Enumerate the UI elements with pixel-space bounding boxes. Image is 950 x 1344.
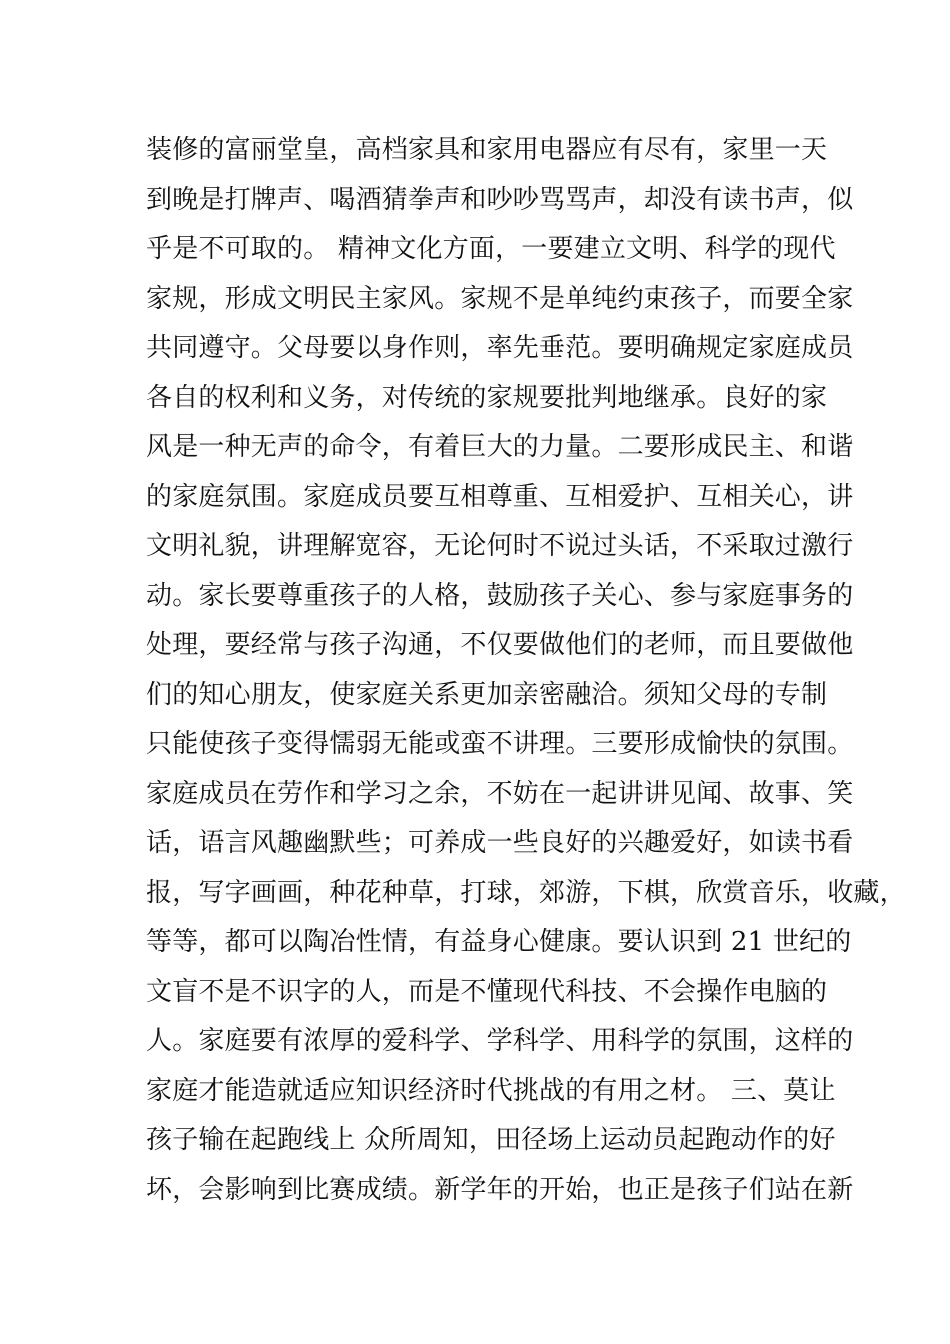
text-line: 乎是不可取的。 精神文化方面，一要建立文明、科学的现代: [146, 234, 836, 264]
text-line: 文盲不是不识字的人，而是不懂现代科技、不会操作电脑的: [146, 976, 828, 1007]
text-line: 只能使孩子变得懦弱无能或蛮不讲理。三要形成愉快的氛围。: [146, 729, 854, 759]
text-line: 人。家庭要有浓厚的爱科学、学科学、用科学的氛围，这样的: [146, 1026, 854, 1056]
text-line: 文明礼貌，讲理解宽容，无论何时不说过头话，不采取过激行: [146, 531, 854, 561]
text-line: 动。家长要尊重孩子的人格，鼓励孩子关心、参与家庭事务的: [146, 580, 854, 611]
text-line: 们的知心朋友，使家庭关系更加亲密融洽。须知父母的专制: [146, 679, 828, 710]
text-line: 报，写字画画，种花种草，打球，郊游，下棋，欣赏音乐，收藏，: [146, 877, 906, 908]
text-line: 家庭成员在劳作和学习之余，不妨在一起讲讲见闻、故事、笑: [146, 778, 854, 809]
text-line: 孩子输在起跑线上 众所周知，田径场上运动员起跑动作的好: [146, 1125, 836, 1155]
text-line: 各自的权利和义务，对传统的家规要批判地继承。良好的家: [146, 382, 828, 413]
text-line: 等等，都可以陶冶性情，有益身心健康。要认识到 21 世纪的: [146, 927, 852, 957]
text-line: 坏，会影响到比赛成绩。新学年的开始，也正是孩子们站在新: [146, 1174, 854, 1205]
text-line: 装修的富丽堂皇，高档家具和家用电器应有尽有，家里一天: [146, 135, 828, 165]
text-line: 家规，形成文明民主家风。家规不是单纯约束孩子，而要全家: [146, 283, 854, 314]
body-text: [146, 126, 906, 1215]
text-line: 风是一种无声的命令，有着巨大的力量。二要形成民主、和谐: [146, 432, 854, 462]
text-line: 到晚是打牌声、喝酒猜拳声和吵吵骂骂声，却没有读书声，似: [146, 184, 854, 215]
text-line: 话，语言风趣幽默些；可养成一些良好的兴趣爱好，如读书看: [146, 828, 854, 858]
text-line: 共同遵守。父母要以身作则，率先垂范。要明确规定家庭成员: [146, 333, 854, 363]
text-line: 的家庭氛围。家庭成员要互相尊重、互相爱护、互相关心，讲: [146, 481, 854, 512]
text-line: 家庭才能造就适应知识经济时代挑战的有用之材。 三、莫让: [146, 1075, 836, 1106]
text-line: 处理，要经常与孩子沟通，不仅要做他们的老师，而且要做他: [146, 630, 854, 660]
